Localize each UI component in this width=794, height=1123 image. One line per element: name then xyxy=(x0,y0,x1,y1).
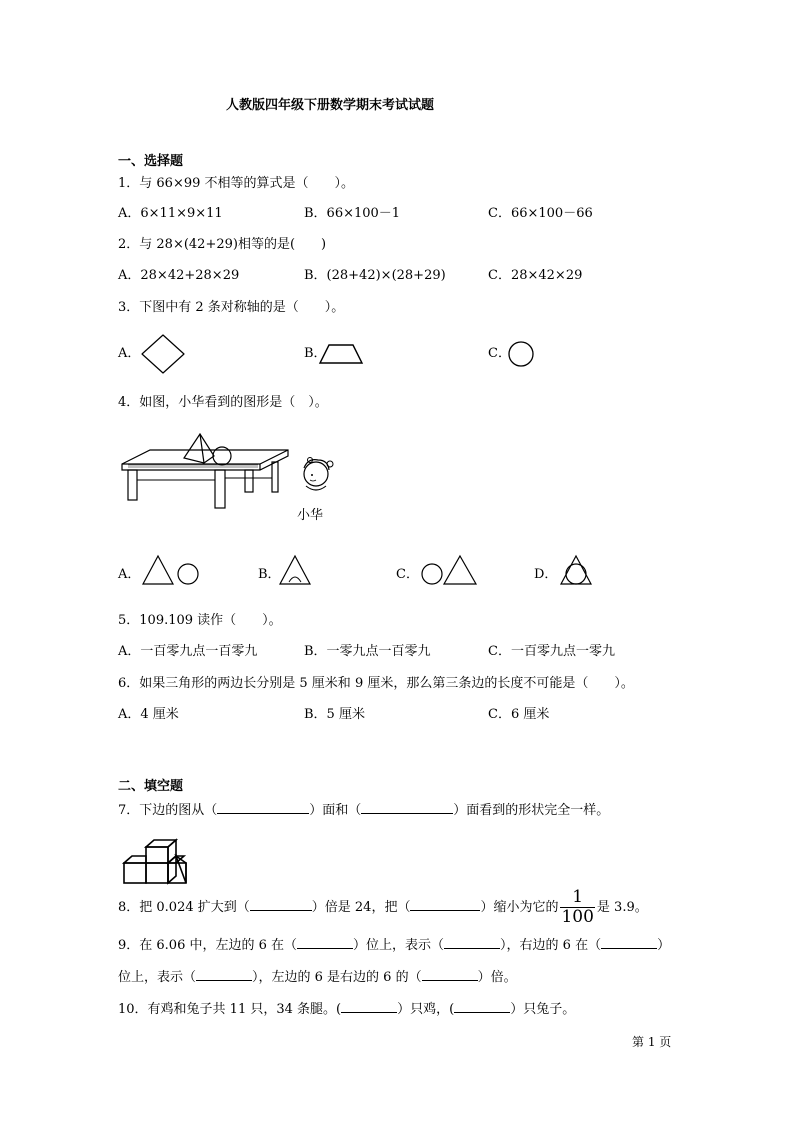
fraction-one-hundredth xyxy=(560,888,594,927)
question-5-option-a: A．一百零九点一百零九 xyxy=(118,644,258,659)
answer-blank[interactable] xyxy=(444,936,500,949)
question-3-option-a: A． xyxy=(118,346,141,361)
section-heading-fill: 二、填空题 xyxy=(118,779,184,794)
answer-blank[interactable] xyxy=(341,1000,397,1013)
triangle-occluding-circle-icon xyxy=(280,554,314,588)
stacked-cubes-figure xyxy=(122,835,192,885)
question-4-option-c: C． xyxy=(396,567,419,582)
question-9-part-1: 9．在 6.06 中，左边的 6 在（ xyxy=(118,938,298,953)
answer-blank[interactable] xyxy=(422,968,478,981)
circle-icon xyxy=(507,340,535,368)
question-10-part-1: 10．有鸡和兔子共 11 只，34 条腿。( xyxy=(118,1002,342,1017)
question-4-stem: 4．如图，小华看到的图形是（ ）。 xyxy=(118,395,328,410)
question-3-option-b: B． xyxy=(304,346,327,361)
answer-blank[interactable] xyxy=(410,898,480,911)
answer-blank[interactable] xyxy=(454,1000,510,1013)
question-9-part-4: ） xyxy=(657,938,671,953)
question-5-option-b: B．一零九点一百零九 xyxy=(304,644,431,659)
answer-blank[interactable] xyxy=(297,936,353,949)
question-10-line xyxy=(118,1000,575,1018)
question-8-part-4: 是 3.9。 xyxy=(596,900,648,915)
question-5-option-c: C．一百零九点一零九 xyxy=(488,644,615,659)
question-9-part-3: ），右边的 6 在（ xyxy=(500,938,602,953)
question-10-part-3: ）只兔子。 xyxy=(510,1002,576,1017)
triangle-circle-icon xyxy=(142,554,202,588)
answer-blank[interactable] xyxy=(196,968,252,981)
answer-blank[interactable] xyxy=(601,936,657,949)
question-8-part-1: 8．把 0.024 扩大到（ xyxy=(118,900,250,915)
section-heading-choice: 一、选择题 xyxy=(118,154,184,169)
question-3-option-c: C． xyxy=(488,346,511,361)
question-2-option-a: A．28×42+28×29 xyxy=(118,268,240,283)
question-1-stem: 1．与 66×99 不相等的算式是（ ）。 xyxy=(118,176,355,191)
question-6-option-c: C．6 厘米 xyxy=(488,707,550,722)
question-6-stem: 6．如果三角形的两边长分别是 5 厘米和 9 厘米，那么第三条边的长度不可能是（ ）。 xyxy=(118,676,634,691)
circle-behind-triangle-icon xyxy=(560,554,594,588)
question-8-part-3: ）缩小为它的 xyxy=(480,900,559,915)
question-7-part-1: 7．下边的图从（ xyxy=(118,803,218,818)
question-8-line xyxy=(118,888,648,927)
question-9-part-7: ）倍。 xyxy=(477,970,517,985)
question-10-part-2: ）只鸡，( xyxy=(397,1002,455,1017)
question-1-option-c: C．66×100－66 xyxy=(488,206,593,221)
question-4-option-a: A． xyxy=(118,567,141,582)
question-2-stem: 2．与 28×(42+29)相等的是( ) xyxy=(118,237,327,252)
question-3-stem: 3．下图中有 2 条对称轴的是（ ）。 xyxy=(118,300,345,315)
circle-triangle-icon xyxy=(420,554,480,588)
question-8-part-2: ）倍是 24，把（ xyxy=(311,900,411,915)
question-2-option-b: B．(28+42)×(28+29) xyxy=(304,268,446,283)
question-1-option-b: B．66×100－1 xyxy=(304,206,401,221)
question-7-line xyxy=(118,801,609,819)
question-4-option-d: D． xyxy=(534,567,558,582)
question-2-option-c: C．28×42×29 xyxy=(488,268,583,283)
fraction-numerator: 1 xyxy=(560,888,594,908)
question-9-line-1 xyxy=(118,936,670,954)
question-7-part-3: ）面看到的形状完全一样。 xyxy=(453,803,610,818)
question-9-part-2: ）位上，表示（ xyxy=(353,938,445,953)
question-6-option-a: A．4 厘米 xyxy=(118,707,179,722)
answer-blank[interactable] xyxy=(217,801,309,814)
question-9-part-6: ），左边的 6 是右边的 6 的（ xyxy=(252,970,422,985)
question-1-option-a: A．6×11×9×11 xyxy=(118,206,223,221)
rhombus-icon xyxy=(140,333,186,375)
page-number: 第 1 页 xyxy=(632,1035,672,1049)
answer-blank[interactable] xyxy=(250,898,312,911)
trapezoid-icon xyxy=(318,343,364,365)
page-title: 人教版四年级下册数学期末考试试题 xyxy=(226,98,435,113)
answer-blank[interactable] xyxy=(361,801,453,814)
question-9-line-2 xyxy=(118,968,517,986)
fraction-denominator: 100 xyxy=(561,907,594,927)
question-7-part-2: ）面和（ xyxy=(309,803,362,818)
question-5-stem: 5．109.109 读作（ ）。 xyxy=(118,613,282,628)
question-9-part-5: 位上，表示（ xyxy=(118,970,197,985)
figure-label-xiaohua: 小华 xyxy=(297,508,324,523)
question-6-option-b: B．5 厘米 xyxy=(304,707,365,722)
question-4-option-b: B． xyxy=(258,567,281,582)
